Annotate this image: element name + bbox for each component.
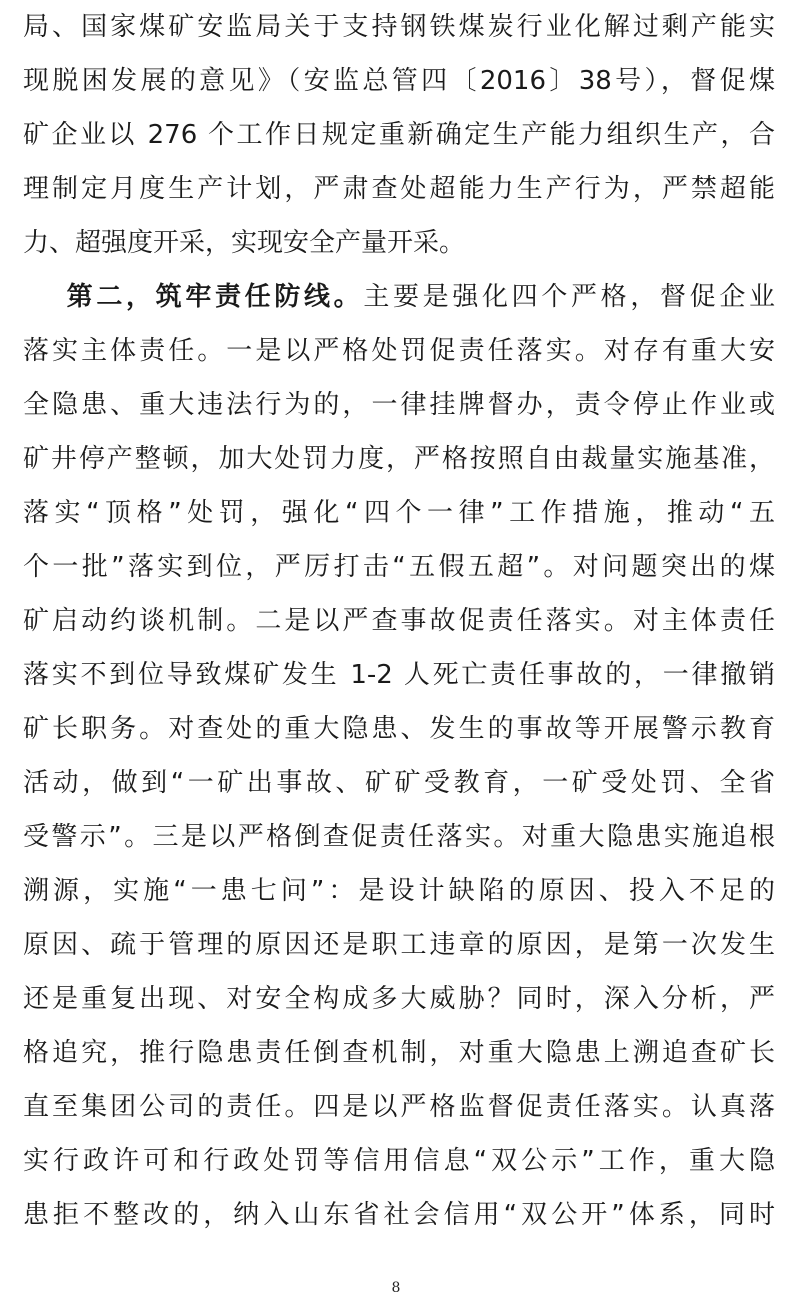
page-number: 8 bbox=[391, 1280, 401, 1296]
text-line: 全隐患、重大违法行为的，一律挂牌督办，责令停止作业或 bbox=[23, 390, 775, 420]
text-line: 还是重复出现、对安全构成多大威胁？同时，深入分析，严 bbox=[23, 984, 775, 1014]
document-body bbox=[23, 0, 775, 1242]
text-line: 矿井停产整顿，加大处罚力度，严格按照自由裁量实施基准， bbox=[23, 444, 775, 474]
text-line: 溯源，实施“一患七问”：是设计缺陷的原因、投入不足的 bbox=[23, 876, 775, 906]
text-line: 矿启动约谈机制。二是以严查事故促责任落实。对主体责任 bbox=[23, 606, 775, 636]
text-line: 落实主体责任。一是以严格处罚促责任落实。对存有重大安 bbox=[23, 336, 775, 366]
paragraph-first-line bbox=[23, 270, 775, 324]
text-line: 活动，做到“一矿出事故、矿矿受教育，一矿受处罚、全省 bbox=[23, 768, 775, 798]
text-line: 矿长职务。对查处的重大隐患、发生的事故等开展警示教育 bbox=[23, 714, 775, 744]
text-line: 患拒不整改的，纳入山东省社会信用“双公开”体系，同时 bbox=[23, 1200, 775, 1230]
text-line: 理制定月度生产计划，严肃查处超能力生产行为，严禁超能 bbox=[23, 174, 775, 204]
text-line: 落实不到位导致煤矿发生 1-2 人死亡责任事故的，一律撤销 bbox=[23, 660, 775, 690]
text-line: 力、超强度开采，实现安全产量开采。 bbox=[23, 228, 466, 258]
text-line: 个一批”落实到位，严厉打击“五假五超”。对问题突出的煤 bbox=[23, 552, 775, 582]
text-line: 现脱困发展的意见》（安监总管四〔2016〕38号），督促煤 bbox=[23, 66, 775, 96]
text-line: 实行政许可和行政处罚等信用信息“双公示”工作，重大隐 bbox=[23, 1146, 775, 1176]
text-line: 直至集团公司的责任。四是以严格监督促责任落实。认真落 bbox=[23, 1092, 775, 1122]
text-line: 原因、疏于管理的原因还是职工违章的原因，是第一次发生 bbox=[23, 930, 775, 960]
text-line: 落实“顶格”处罚，强化“四个一律”工作措施，推动“五 bbox=[23, 498, 775, 528]
paragraph-heading: 第二，筑牢责任防线。 bbox=[63, 282, 364, 312]
text-line: 受警示”。三是以严格倒查促责任落实。对重大隐患实施追根 bbox=[23, 822, 775, 852]
text-span: 主要是强化四个严格，督促企业 bbox=[363, 282, 775, 312]
text-line: 局、国家煤矿安监局关于支持钢铁煤炭行业化解过剩产能实 bbox=[23, 12, 775, 42]
text-line: 矿企业以 276 个工作日规定重新确定生产能力组织生产，合 bbox=[23, 120, 775, 150]
text-line: 格追究，推行隐患责任倒查机制，对重大隐患上溯追查矿长 bbox=[23, 1038, 775, 1068]
